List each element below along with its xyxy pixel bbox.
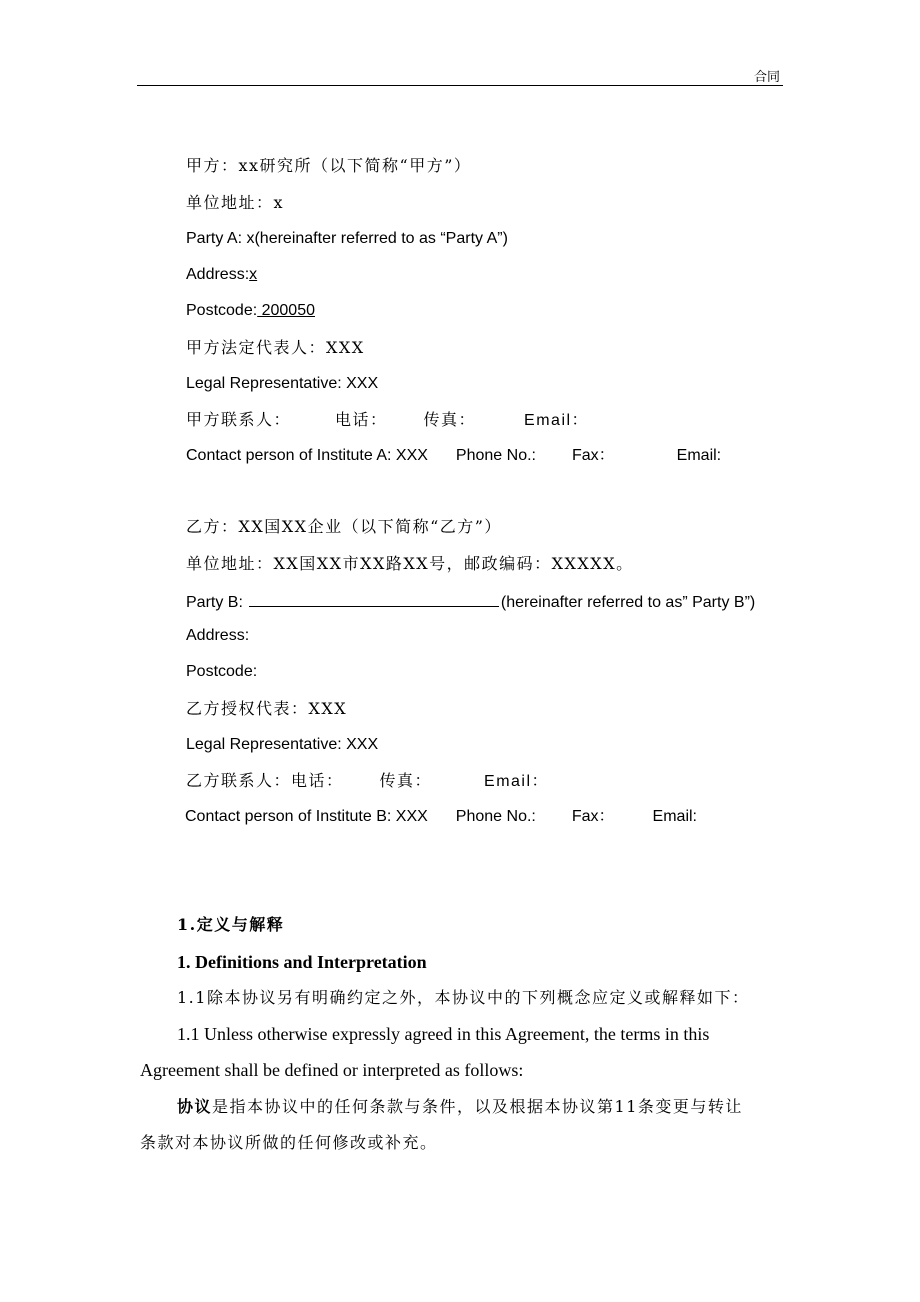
party-b-address-cn: 单位地址：XX国XX市XX路XX号，邮政编码：XXXXX。 xyxy=(186,554,634,573)
party-a-postcode xyxy=(186,301,315,321)
contact-person-label: 甲方联系人： xyxy=(186,410,292,429)
definition-text-2: 条款对本协议所做的任何修改或补充。 xyxy=(140,1133,438,1152)
contact-person-en: Contact person of Institute A: XXX xyxy=(186,447,428,464)
party-a-address-en xyxy=(186,265,257,285)
postcode-value: 200050 xyxy=(257,302,315,319)
party-a-contact-cn xyxy=(186,410,589,431)
party-b-postcode: Postcode: xyxy=(186,663,258,680)
contact-fax-label: 传真： xyxy=(379,771,433,790)
party-b-contact-cn xyxy=(186,771,549,792)
section-1-heading-en: 1. Definitions and Interpretation xyxy=(177,952,427,972)
clause-1-1-en-line-1: 1.1 Unless otherwise expressly agreed in this Agreement, the terms in this xyxy=(177,1024,710,1044)
party-a-contact-en xyxy=(186,446,721,466)
party-b-name-en xyxy=(186,590,755,613)
party-b-name-cn: 乙方：XX国XX企业（以下简称“乙方”） xyxy=(186,517,502,536)
party-b-name-blank xyxy=(249,590,499,607)
definition-term: 协议 xyxy=(177,1097,213,1116)
clause-1-1-en-line-2: Agreement shall be defined or interpreted as follows: xyxy=(140,1060,524,1080)
address-value: x xyxy=(249,266,258,283)
contact-phone-en: Phone No.: xyxy=(455,447,536,464)
postcode-label: Postcode: xyxy=(186,302,258,319)
contact-email-en: Email: xyxy=(652,808,697,825)
definition-text-1: 是指本协议中的任何条款与条件，以及根据本协议第11条变更与转让 xyxy=(212,1097,743,1116)
contact-person-phone-label: 乙方联系人：电话： xyxy=(186,771,344,790)
party-b-address-en: Address: xyxy=(186,627,250,644)
definition-agreement xyxy=(177,1097,743,1117)
party-a-name-en: Party A: x(hereinafter referred to as “Party A”) xyxy=(186,230,508,247)
header-divider xyxy=(137,85,783,86)
party-b-suffix: (hereinafter referred to as” Party B”) xyxy=(500,594,756,611)
contact-email-label: Email： xyxy=(484,773,550,790)
clause-1-1-cn: 1.1除本协议另有明确约定之外，本协议中的下列概念应定义或解释如下： xyxy=(177,988,750,1007)
page-header-title: 合同 xyxy=(753,70,780,85)
contact-person-en: Contact person of Institute B: XXX xyxy=(185,808,428,825)
address-label: Address: xyxy=(186,266,250,283)
party-b-rep-en: Legal Representative: XXX xyxy=(186,736,379,753)
contact-fax-en: Fax： xyxy=(571,808,615,825)
contact-fax-en: Fax： xyxy=(571,447,615,464)
party-b-contact-en xyxy=(185,807,697,827)
contact-email-en: Email: xyxy=(676,447,722,464)
party-b-label: Party B: xyxy=(186,594,243,611)
party-b-rep-cn: 乙方授权代表：XXX xyxy=(186,699,348,718)
party-a-rep-cn: 甲方法定代表人：XXX xyxy=(186,338,365,357)
party-a-rep-en: Legal Representative: XXX xyxy=(186,375,379,392)
party-a-address-cn: 单位地址：x xyxy=(186,193,285,212)
party-a-name-cn: 甲方：xx研究所（以下简称“甲方”） xyxy=(186,156,472,175)
contact-email-label: Email： xyxy=(524,412,590,429)
contact-phone-en: Phone No.: xyxy=(455,808,536,825)
contact-fax-label: 传真： xyxy=(423,410,477,429)
contact-phone-label: 电话： xyxy=(335,410,388,429)
section-1-heading-cn: 1.定义与解释 xyxy=(177,915,285,934)
